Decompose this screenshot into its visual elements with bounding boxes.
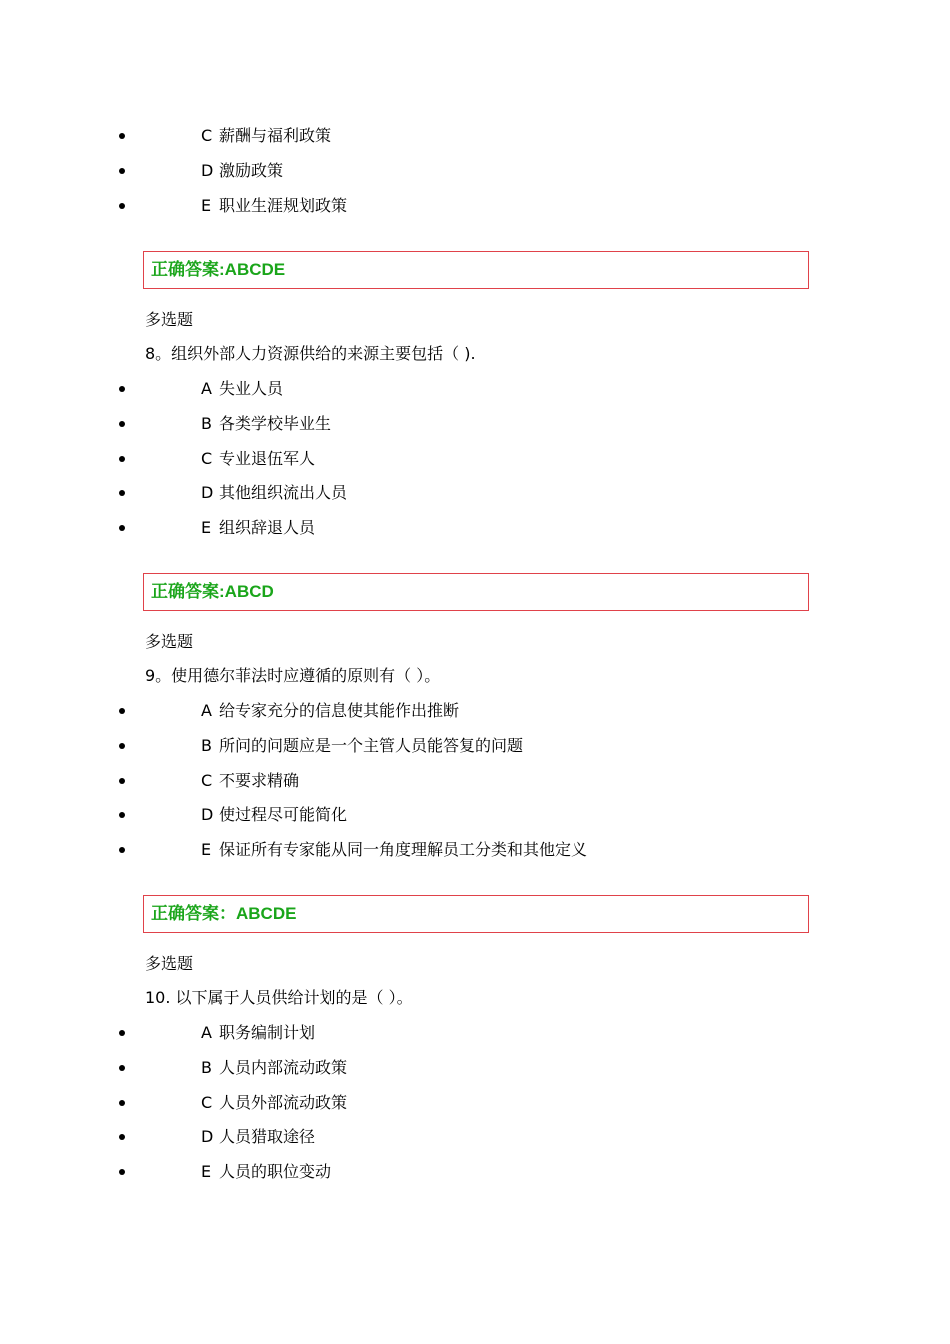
answer-box	[143, 895, 809, 933]
option-letter: C	[201, 1093, 213, 1112]
answer-box	[143, 573, 809, 611]
option-letter: A	[201, 701, 212, 720]
option-row	[0, 1125, 950, 1149]
option-row	[0, 1160, 950, 1184]
bullet-icon	[119, 456, 125, 462]
question-type: 多选题	[145, 310, 194, 329]
option-letter: B	[201, 1058, 212, 1077]
option-letter: C	[201, 449, 213, 468]
bullet-icon	[119, 1100, 125, 1106]
bullet-icon	[119, 1065, 125, 1071]
option-letter: E	[201, 518, 212, 537]
option-text: 专业退伍军人	[219, 449, 316, 468]
option-row	[0, 516, 950, 540]
option-text: 职务编制计划	[219, 1023, 316, 1042]
option-letter: D	[201, 161, 214, 180]
option-text: 所问的问题应是一个主管人员能答复的问题	[219, 736, 524, 755]
option-row	[0, 1091, 950, 1115]
bullet-icon	[119, 421, 125, 427]
option-letter: D	[201, 483, 214, 502]
option-row	[0, 481, 950, 505]
correct-answer: 正确答案：ABCDE	[151, 904, 297, 923]
option-row	[0, 699, 950, 723]
answer-box	[143, 251, 809, 289]
option-letter: C	[201, 126, 213, 145]
option-letter: D	[201, 805, 214, 824]
correct-answer: 正确答案:ABCDE	[151, 260, 286, 279]
option-row	[0, 734, 950, 758]
option-text: 给专家充分的信息使其能作出推断	[219, 701, 460, 720]
option-text: 失业人员	[219, 379, 284, 398]
option-row	[0, 838, 950, 862]
question-stem: 8。组织外部人力资源供给的来源主要包括（ ).	[145, 344, 476, 363]
option-row	[0, 377, 950, 401]
option-text: 其他组织流出人员	[219, 483, 348, 502]
option-letter: B	[201, 736, 212, 755]
option-letter: A	[201, 379, 212, 398]
option-row	[0, 124, 950, 148]
option-letter: E	[201, 1162, 212, 1181]
question-type: 多选题	[145, 632, 194, 651]
option-text: 不要求精确	[219, 771, 300, 790]
option-text: 职业生涯规划政策	[219, 196, 348, 215]
option-letter: A	[201, 1023, 212, 1042]
bullet-icon	[119, 708, 125, 714]
bullet-icon	[119, 847, 125, 853]
option-row	[0, 159, 950, 183]
option-letter: B	[201, 414, 212, 433]
option-letter: E	[201, 840, 212, 859]
bullet-icon	[119, 525, 125, 531]
option-row	[0, 803, 950, 827]
question-stem: 10. 以下属于人员供给计划的是（ ）。	[145, 988, 413, 1007]
bullet-icon	[119, 133, 125, 139]
option-letter: C	[201, 771, 213, 790]
bullet-icon	[119, 490, 125, 496]
option-row	[0, 769, 950, 793]
bullet-icon	[119, 168, 125, 174]
bullet-icon	[119, 1169, 125, 1175]
option-text: 人员的职位变动	[219, 1162, 332, 1181]
bullet-icon	[119, 1134, 125, 1140]
bullet-icon	[119, 1030, 125, 1036]
option-text: 保证所有专家能从同一角度理解员工分类和其他定义	[219, 840, 588, 859]
option-row	[0, 447, 950, 471]
option-row	[0, 1021, 950, 1045]
option-text: 组织辞退人员	[219, 518, 316, 537]
option-row	[0, 1056, 950, 1080]
option-row	[0, 412, 950, 436]
option-text: 各类学校毕业生	[219, 414, 332, 433]
bullet-icon	[119, 203, 125, 209]
option-text: 使过程尽可能简化	[219, 805, 348, 824]
correct-answer: 正确答案:ABCD	[151, 582, 274, 601]
option-text: 人员猎取途径	[219, 1127, 316, 1146]
question-stem: 9。使用德尔菲法时应遵循的原则有（ ）。	[145, 666, 441, 685]
option-letter: E	[201, 196, 212, 215]
question-type: 多选题	[145, 954, 194, 973]
option-text: 人员内部流动政策	[219, 1058, 348, 1077]
option-text: 激励政策	[219, 161, 284, 180]
option-letter: D	[201, 1127, 214, 1146]
bullet-icon	[119, 386, 125, 392]
bullet-icon	[119, 743, 125, 749]
option-text: 人员外部流动政策	[219, 1093, 348, 1112]
bullet-icon	[119, 812, 125, 818]
option-text: 薪酬与福利政策	[219, 126, 332, 145]
bullet-icon	[119, 778, 125, 784]
option-row	[0, 194, 950, 218]
